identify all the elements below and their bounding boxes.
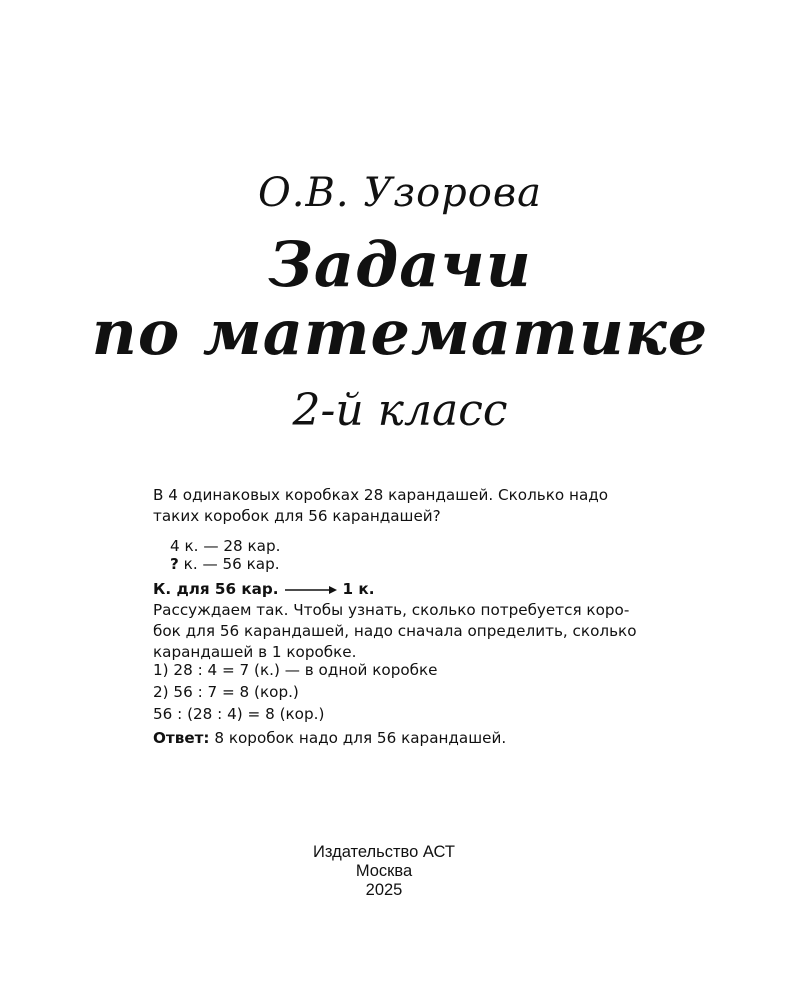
- publisher-year: 2025: [365, 881, 403, 899]
- reasoning-line: Рассуждаем так. Чтобы узнать, сколько потребуется коро-: [153, 601, 630, 619]
- cover-author: О.В. Узорова: [258, 170, 542, 216]
- scheme-right: 1 к.: [342, 580, 375, 598]
- solution-expression: 56 : (28 : 4) = 8 (кор.): [153, 705, 325, 723]
- publisher-name: Издательство АСТ: [313, 843, 455, 861]
- scheme-left: К. для 56 кар.: [153, 580, 279, 598]
- cover-title-line2: по математике: [91, 296, 709, 369]
- answer-text: 8 коробок надо для 56 карандашей.: [209, 729, 507, 747]
- publisher-city: Москва: [355, 862, 413, 880]
- solution-step-2: 2) 56 : 7 = 8 (кор.): [153, 683, 299, 701]
- data-row-2: [170, 555, 280, 574]
- answer-label: Ответ:: [153, 729, 210, 747]
- scheme-line: [153, 579, 374, 600]
- solution-step-1: 1) 28 : 4 = 7 (к.) — в одной коробке: [153, 661, 438, 679]
- arrow-right-icon: [285, 580, 337, 600]
- problem-text: [153, 485, 643, 527]
- data-row-2-text: к. — 56 кар.: [178, 555, 280, 573]
- data-row-1: 4 к. — 28 кар.: [170, 537, 281, 555]
- problem-text-line: В 4 одинаковых коробках 28 карандашей. Сколько надо: [153, 486, 609, 504]
- problem-text-line: таких коробок для 56 карандашей?: [153, 507, 441, 525]
- cover-title-line1: Задачи: [268, 228, 532, 301]
- reasoning-line: карандашей в 1 коробке.: [153, 643, 357, 661]
- reasoning-text: [153, 600, 643, 663]
- question-mark: ?: [170, 555, 179, 573]
- answer-line: [153, 728, 506, 748]
- cover-grade: 2-й класс: [292, 385, 508, 436]
- reasoning-line: бок для 56 карандашей, надо сначала определить, сколько: [153, 622, 637, 640]
